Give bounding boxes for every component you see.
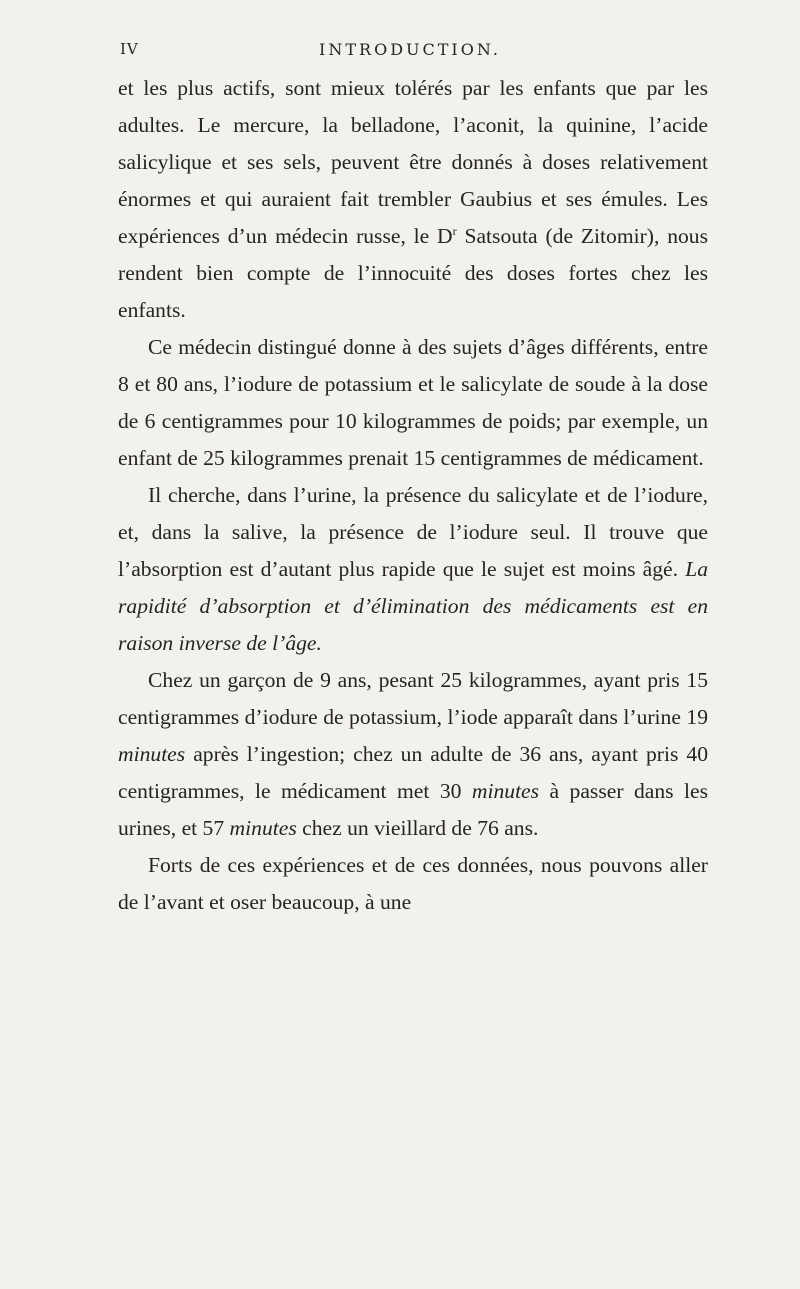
paragraph-4-minutes-3: minutes [229, 816, 297, 840]
paragraph-5 [118, 847, 708, 921]
paragraph-5-text: Forts de ces expériences et de ces données, nous pouvons aller de l’avant et oser beaucoup, à une [118, 853, 708, 914]
paragraph-4-text-2: après l’ingestion; chez un adulte de 36 ans, ayant pris 40 centigrammes, le médicament met 30 [118, 742, 708, 803]
page-number: IV [120, 40, 139, 58]
paragraph-2-text: Ce médecin distingué donne à des sujets d’âges différents, entre 8 et 80 ans, l’iodure de potassium et le salicylate de soude à la dose de 6 centigrammes pour 10 kilogrammes de poids; par exemple, un enfant de 25 kilogrammes prenait 15 centigrammes de médicament. [118, 335, 708, 470]
paragraph-1-text-1: et les plus actifs, sont mieux tolérés par les enfants que par les adultes. Le mercure, la belladone, l’aconit, la quinine, l’acide salicylique et ses sels, peuvent être donnés à doses relativement énormes et qui auraient fait trembler Gaubius et ses émules. Les expériences d’un médecin russe, le D [118, 76, 708, 248]
paragraph-1 [118, 70, 708, 329]
paragraph-1-text-2: Satsouta (de Zitomir), nous rendent bien compte de l’innocuité des doses fortes chez les enfants. [118, 224, 709, 322]
paragraph-3 [118, 477, 708, 662]
paragraph-4 [118, 662, 708, 847]
running-title: INTRODUCTION. [319, 40, 501, 59]
paragraph-4-text-3: à passer dans les urines, et 57 [118, 779, 708, 840]
paragraph-4-minutes-2: minutes [471, 779, 540, 803]
doctor-superscript: r [452, 223, 457, 238]
body-text [118, 70, 708, 921]
paragraph-2 [118, 329, 708, 477]
paragraph-4-text-4: chez un vieillard de 76 ans. [296, 816, 539, 840]
paragraph-3-text: Il cherche, dans l’urine, la présence du salicylate et de l’iodure, et, dans la salive, la présence de l’iodure seul. Il trouve que l’absorption est d’autant plus rapide que le sujet est moins âgé. [118, 483, 708, 581]
paragraph-4-minutes-1: minutes [118, 742, 186, 766]
paragraph-4-text-1: Chez un garçon de 9 ans, pesant 25 kilogrammes, ayant pris 15 centigrammes d’iodure de potassium, l’iode apparaît dans l’urine 19 [118, 668, 708, 729]
paragraph-3-italic-conclusion: La rapidité d’absorption et d’élimination des médicaments est en raison inverse de l’âge. [118, 557, 708, 655]
page-header [120, 40, 700, 68]
